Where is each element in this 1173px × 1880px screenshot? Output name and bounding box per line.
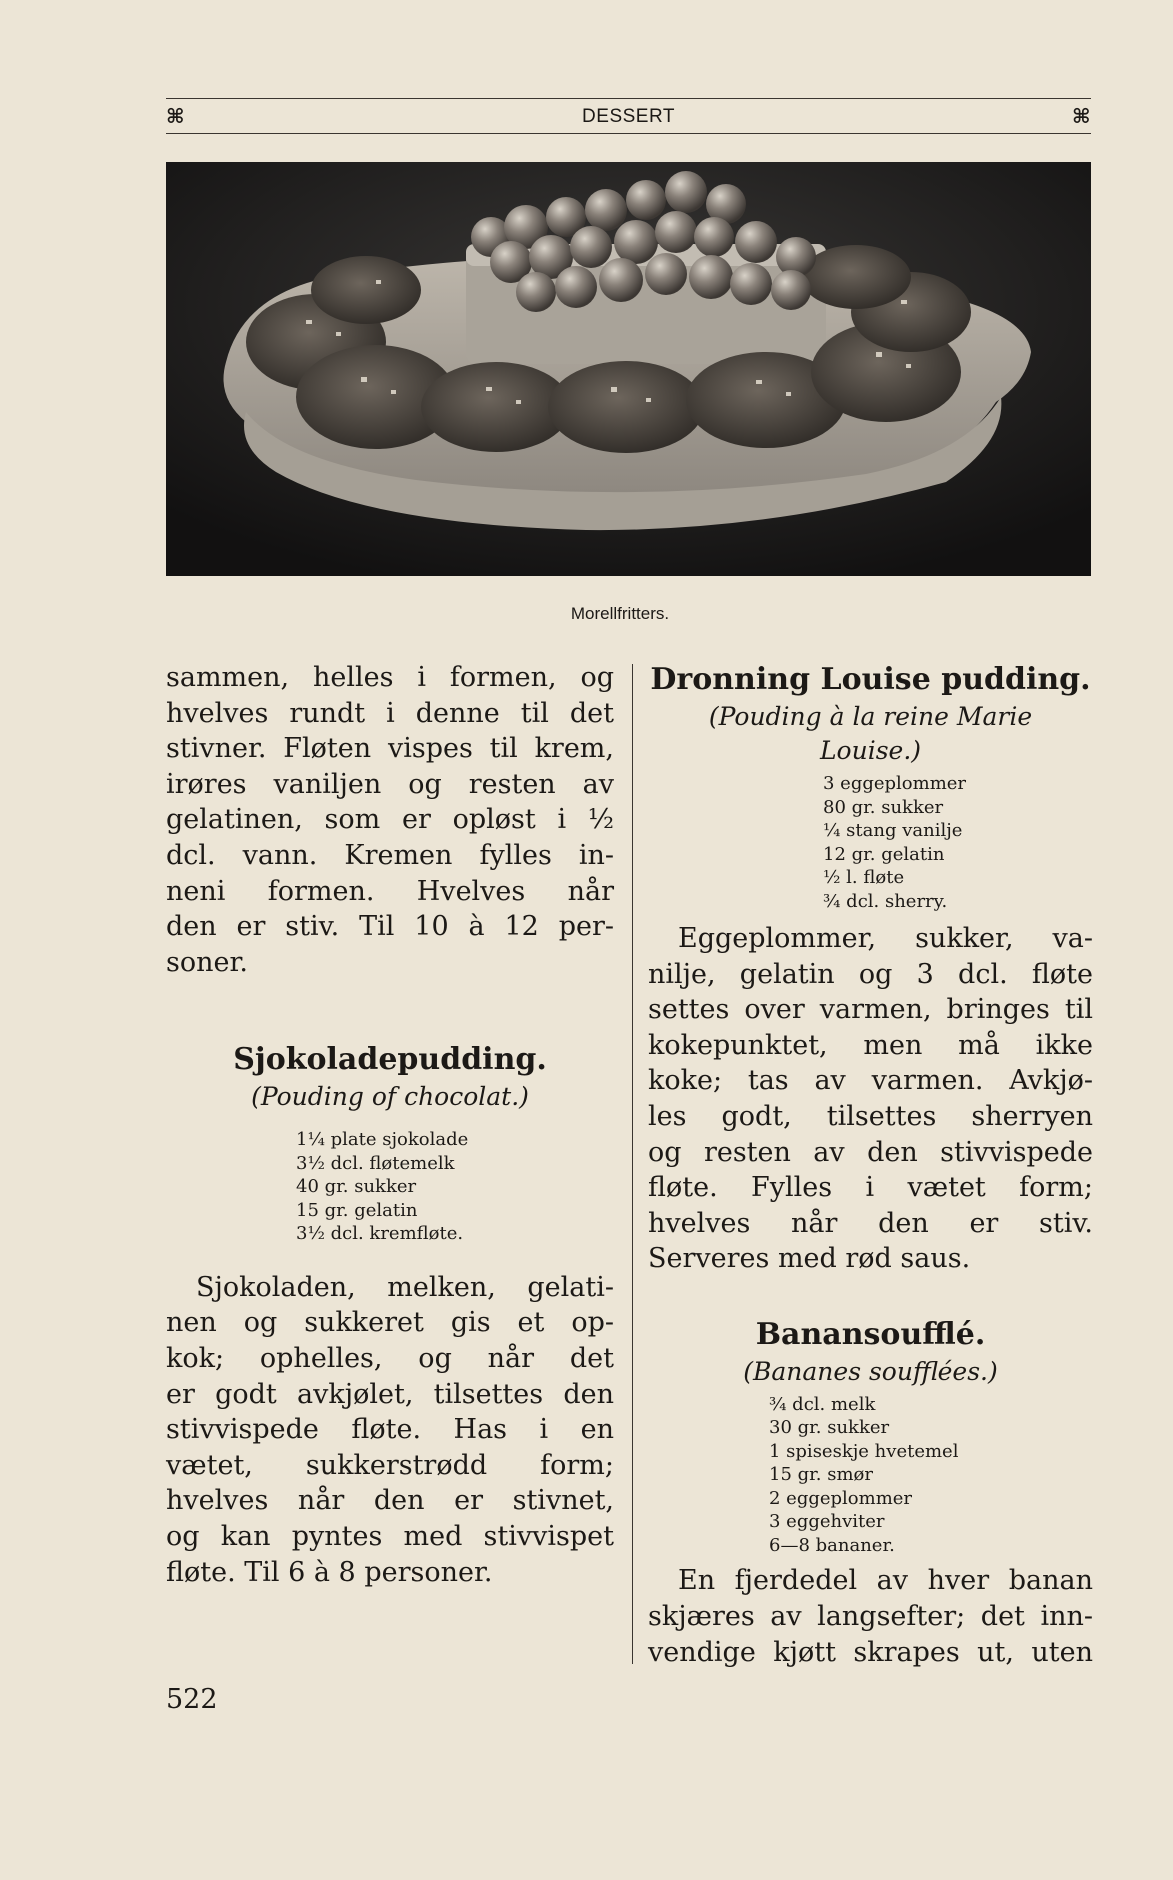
- left-column: [166, 660, 614, 1590]
- ingredient-item: ½ l. fløte: [823, 867, 905, 888]
- ingredient-item: ¾ dcl. sherry.: [823, 890, 948, 912]
- method-paragraph: [166, 1270, 614, 1590]
- text-line: fløte. Til 6 à 8 personer.: [166, 1556, 493, 1588]
- header-ornament-right: ⌘: [1072, 104, 1091, 128]
- recipe-subtitle: [648, 700, 1093, 768]
- ingredient-list: [648, 772, 1093, 913]
- recipe-subtitle: (Pouding of chocolat.): [251, 1082, 529, 1112]
- text-line: skjæres av langsefter; det inn-: [648, 1601, 1093, 1633]
- text-line: settes over varmen, bringes til: [648, 994, 1093, 1026]
- text-line: fløte. Fylles i vætet form;: [648, 1172, 1093, 1204]
- header-ornament-left: ⌘: [166, 104, 185, 128]
- ingredient-item: 1 spiseskje hvetemel: [769, 1440, 959, 1462]
- text-line: koke; tas av varmen. Avkjø-: [648, 1065, 1093, 1097]
- ingredient-item: 3½ dcl. kremfløte.: [296, 1223, 464, 1245]
- text-line: er godt avkjølet, tilsettes den: [166, 1378, 614, 1410]
- ingredient-item: 30 gr. sukker: [769, 1417, 890, 1439]
- text-line: den er stiv. Til 10 à 12 per-: [166, 911, 614, 943]
- ingredient-item: 15 gr. gelatin: [296, 1199, 418, 1221]
- right-column: [648, 660, 1093, 1670]
- text-line: En fjerdedel av hver banan: [678, 1565, 1093, 1597]
- text-line: les godt, tilsettes sherryen: [648, 1100, 1093, 1132]
- text-line: Sjokoladen, melken, gelati-: [196, 1271, 614, 1303]
- text-line: gelatinen, som er opløst i ½: [166, 804, 614, 836]
- header-rule-bottom: [166, 133, 1091, 134]
- text-line: nen og sukkeret gis et op-: [166, 1307, 614, 1339]
- text-line: sammen, helles i formen, og: [166, 662, 614, 693]
- ingredient-item: 40 gr. sukker: [296, 1176, 417, 1198]
- ingredient-item: 80 gr. sukker: [823, 796, 944, 818]
- text-line: stivner. Fløten vispes til krem,: [166, 733, 614, 765]
- text-line: nilje, gelatin og 3 dcl. fløte: [648, 958, 1093, 990]
- dessert-photo-illustration: [166, 162, 1091, 576]
- ingredient-item: 15 gr. smør: [769, 1464, 873, 1486]
- text-line: og kan pyntes med stivvispet: [166, 1521, 614, 1552]
- continued-paragraph: [166, 660, 614, 980]
- text-line: hvelves når den er stivnet,: [166, 1485, 614, 1517]
- method-paragraph: [648, 921, 1093, 1277]
- text-line: kok; ophelles, og når det: [166, 1343, 614, 1375]
- ingredient-item: 12 gr. gelatin: [823, 843, 945, 865]
- ingredient-item: 6—8 bananer.: [769, 1534, 895, 1556]
- ingredient-list: [648, 1393, 1093, 1558]
- text-line: neni formen. Hvelves når: [166, 875, 614, 907]
- text-line: irøres vaniljen og resten av: [166, 768, 614, 800]
- recipe-title-sjokoladepudding: Sjokoladepudding.: [233, 1042, 547, 1078]
- text-line: vætet, sukkerstrødd form;: [166, 1449, 614, 1481]
- ingredient-item: 3½ dcl. fløtemelk: [296, 1152, 455, 1174]
- text-line: dcl. vann. Kremen fylles in-: [166, 839, 614, 871]
- subtitle-line: (Pouding à la reine Marie: [708, 702, 1033, 731]
- header-rule-top: [166, 98, 1091, 99]
- text-line: hvelves rundt i denne til det: [166, 697, 614, 729]
- dessert-photograph: [166, 162, 1091, 576]
- text-line: vendige kjøtt skrapes ut, uten: [648, 1636, 1093, 1668]
- text-line: hvelves når den er stiv.: [648, 1207, 1093, 1239]
- text-line: kokepunktet, men må ikke: [648, 1029, 1093, 1061]
- ingredient-item: ¾ dcl. melk: [769, 1393, 876, 1415]
- running-head-title: DESSERT: [582, 106, 675, 127]
- ingredient-item: 1¼ plate sjokolade: [296, 1129, 469, 1151]
- subtitle-line: Louise.): [819, 736, 922, 765]
- column-divider: [632, 664, 633, 1664]
- recipe-title-banansouffle: Banansoufflé.: [755, 1316, 986, 1352]
- recipe-subtitle: (Bananes soufflées.): [743, 1356, 998, 1386]
- ingredient-item: ¼ stang vanilje: [823, 820, 963, 841]
- text-line: Serveres med rød saus.: [648, 1243, 971, 1275]
- recipe-title-dronning-louise: Dronning Louise pudding.: [650, 662, 1091, 697]
- text-line: og resten av den stivvispede: [648, 1136, 1093, 1168]
- method-paragraph: [648, 1563, 1093, 1670]
- ingredient-item: 3 eggeplommer: [823, 773, 967, 794]
- ingredient-item: 3 eggehviter: [769, 1511, 885, 1533]
- page-number: 522: [166, 1684, 218, 1715]
- text-line: Eggeplommer, sukker, va-: [678, 923, 1093, 954]
- text-line: soner.: [166, 946, 249, 978]
- ingredient-list: [166, 1128, 614, 1246]
- ingredient-item: 2 eggeplommer: [769, 1487, 913, 1509]
- text-line: stivvispede fløte. Has i en: [166, 1414, 614, 1446]
- photo-caption: Morellfritters.: [570, 604, 670, 623]
